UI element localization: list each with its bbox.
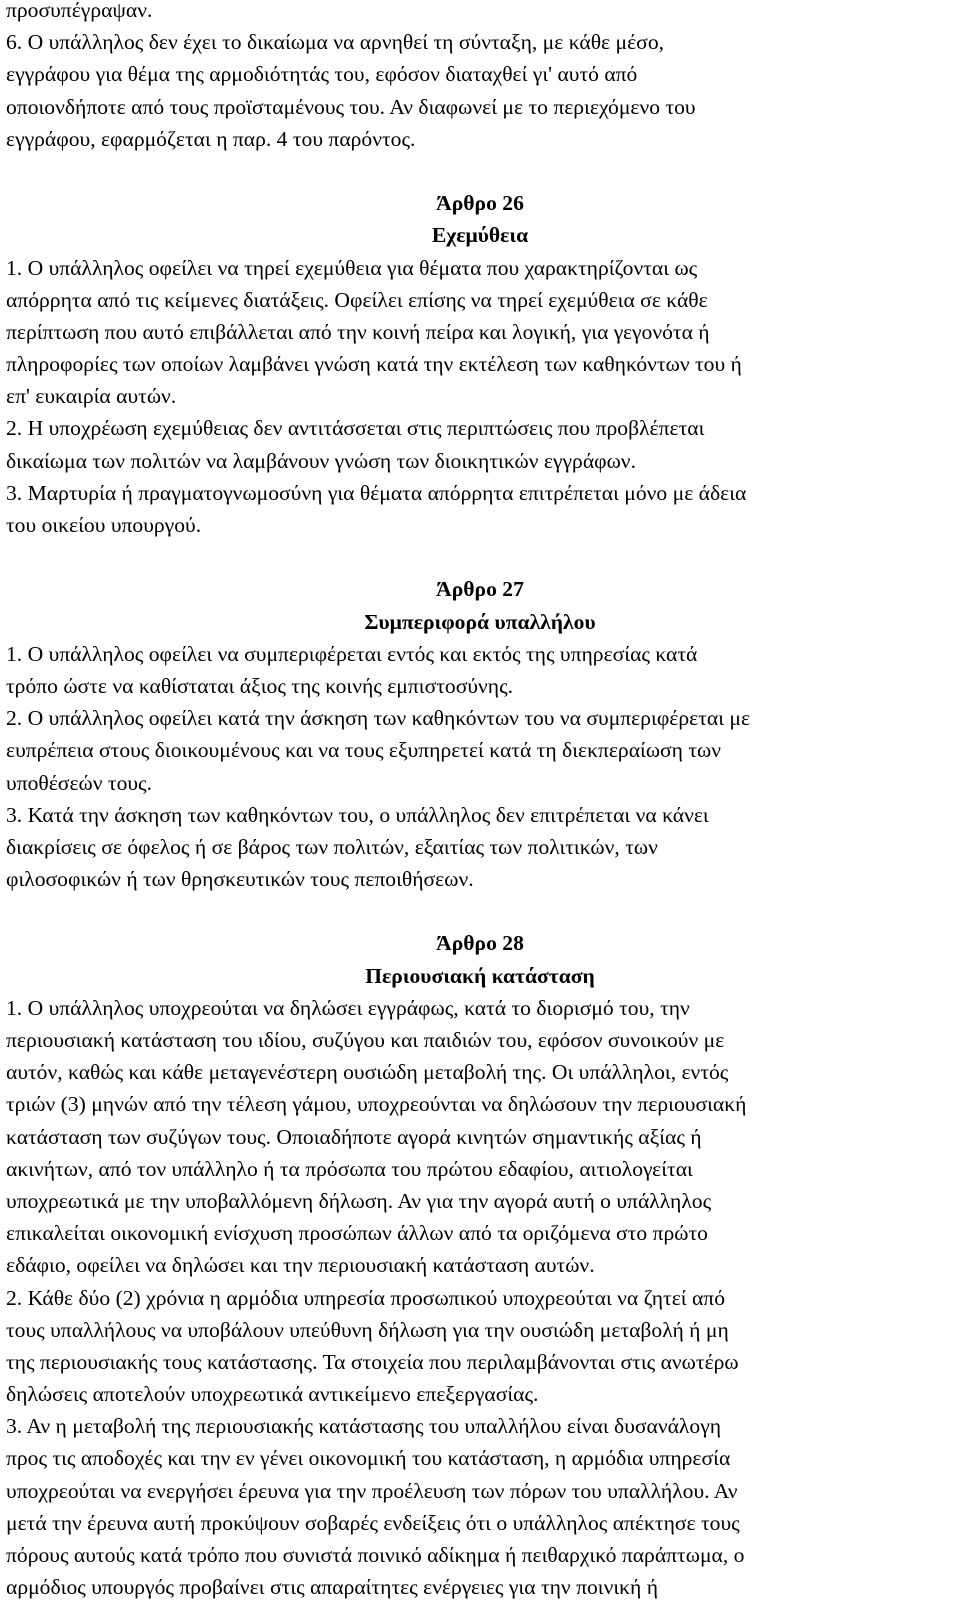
text-line: πόρους αυτούς κατά τρόπο που συνιστά ποινικό αδίκημα ή πειθαρχικό παράπτωμα, ο [6,1543,745,1567]
text-line: οποιονδήποτε από τους προϊσταμένους του. Αν διαφωνεί με το περιεχόμενο του [6,94,696,119]
text-line: περίπτωση που αυτό επιβάλλεται από την κοινή πείρα και λογική, για γεγονότα ή [6,319,710,344]
text-line: προς τις αποδοχές και την εν γένει οικονομική του κατάσταση, η αρμόδια υπηρεσία [6,1446,731,1471]
text-line: μετά την έρευνα αυτή προκύψουν σοβαρές ενδείξεις ότι ο υπάλληλος απέκτησε τους [6,1510,740,1535]
spacer [6,895,954,927]
text-line: προσυπέγραψαν. [6,0,153,22]
text-line: εγγράφου, εφαρμόζεται η παρ. 4 του παρόντος. [6,126,416,151]
text-line: εγγράφου για θέμα της αρμοδιότητάς του, εφόσον διαταχθεί γι' αυτό από [6,62,638,87]
article-27 [6,573,954,895]
text-line: δηλώσεις αποτελούν υποχρεωτικά αντικείμενο επεξεργασίας. [6,1382,539,1407]
text-line: επικαλείται οικονομική ενίσχυση προσώπων άλλων από τα οριζόμενα στο πρώτο [6,1221,708,1246]
spacer [6,155,954,187]
article-26 [6,187,954,541]
text-line: της περιουσιακής τους κατάστασης. Τα στοιχεία που περιλαμβάνονται στις ανωτέρω [6,1349,739,1374]
text-line: τρόπο ώστε να καθίσταται άξιος της κοινής εμπιστοσύνης. [6,673,514,698]
text-line: φιλοσοφικών ή των θρησκευτικών τους πεποιθήσεων. [6,867,474,892]
text-line: δικαίωμα των πολιτών να λαμβάνουν γνώση των διοικητικών εγγράφων. [6,448,636,473]
text-line: πληροφορίες των οποίων λαμβάνει γνώση κατά την εκτέλεση των καθηκόντων του ή [6,352,742,377]
text-line: υποχρεούται να ενεργήσει έρευνα για την προέλευση των πόρων του υπαλλήλου. Αν [6,1478,738,1503]
article-title: Περιουσιακή κατάσταση [365,963,595,988]
text-line: 1. Ο υπάλληλος οφείλει να τηρεί εχεμύθεια για θέματα που χαρακτηρίζονται ως [6,255,698,280]
article-number: Άρθρο 27 [436,577,524,602]
text-line: ακινήτων, από τον υπάλληλο ή τα πρόσωπα του πρώτου εδαφίου, αιτιολογείται [6,1156,693,1181]
article-number: Άρθρο 26 [436,191,524,216]
text-line: επ' ευκαιρία αυτών. [6,384,177,409]
text-line: 2. Ο υπάλληλος οφείλει κατά την άσκηση των καθηκόντων του να συμπεριφέρεται με [6,706,751,731]
article-title: Εχεμύθεια [431,223,529,248]
text-line: τριών (3) μηνών από την τέλεση γάμου, υποχρεούνται να δηλώσουν την περιουσιακή [6,1092,747,1117]
text-line: ευπρέπεια στους διοικουμένους και να τους εξυπηρετεί κατά τη διεκπεραίωση των [6,738,722,763]
document-page [6,0,954,1603]
text-line: 3. Κατά την άσκηση των καθηκόντων του, ο υπάλληλος δεν επιτρέπεται να κάνει [6,802,709,827]
article-28 [6,927,954,1603]
text-line: 3. Μαρτυρία ή πραγματογνωμοσύνη για θέματα απόρρητα επιτρέπεται μόνο με άδεια [6,480,747,505]
intro-paragraph [6,0,954,155]
text-line: υποθέσεών τους. [6,770,153,795]
text-line: του οικείου υπουργού. [6,513,202,537]
text-line: περιουσιακή κατάσταση του ιδίου, συζύγου και παιδιών του, εφόσον συνοικούν με [6,1028,725,1052]
article-number: Άρθρο 28 [436,931,524,956]
text-line: απόρρητα από τις κείμενες διατάξεις. Οφείλει επίσης να τηρεί εχεμύθεια σε κάθε [6,287,708,312]
text-line: 2. Η υποχρέωση εχεμύθειας δεν αντιτάσσεται στις περιπτώσεις που προβλέπεται [6,416,705,441]
text-line: 6. Ο υπάλληλος δεν έχει το δικαίωμα να αρνηθεί τη σύνταξη, με κάθε μέσο, [6,30,665,55]
text-line: διακρίσεις σε όφελος ή σε βάρος των πολιτών, εξαιτίας των πολιτικών, των [6,834,658,859]
text-line: υποχρεωτικά με την υποβαλλόμενη δήλωση. Αν για την αγορά αυτή ο υπάλληλος [6,1188,712,1213]
text-line: αυτόν, καθώς και κάθε μεταγενέστερη ουσιώδη μεταβολή της. Οι υπάλληλοι, εντός [6,1060,729,1085]
text-line: τους υπαλλήλους να υποβάλουν υπεύθυνη δήλωση για την ουσιώδη μεταβολή ή μη [6,1317,729,1342]
spacer [6,541,954,573]
text-line: 1. Ο υπάλληλος υποχρεούται να δηλώσει εγγράφως, κατά το διορισμό του, την [6,995,690,1020]
text-line: 3. Αν η μεταβολή της περιουσιακής κατάστασης του υπαλλήλου είναι δυσανάλογη [6,1414,722,1439]
text-line: 1. Ο υπάλληλος οφείλει να συμπεριφέρεται εντός και εκτός της υπηρεσίας κατά [6,641,698,666]
article-title: Συμπεριφορά υπαλλήλου [364,609,596,634]
text-line: κατάσταση των συζύγων τους. Οποιαδήποτε αγορά κινητών σημαντικής αξίας ή [6,1124,702,1149]
text-line: 2. Κάθε δύο (2) χρόνια η αρμόδια υπηρεσία προσωπικού υποχρεούται να ζητεί από [6,1285,726,1310]
text-line: αρμόδιος υπουργός προβαίνει στις απαραίτητες ενέργειες για την ποινική ή [6,1575,659,1600]
text-line: εδάφιο, οφείλει να δηλώσει και την περιουσιακή κατάσταση αυτών. [6,1253,595,1278]
